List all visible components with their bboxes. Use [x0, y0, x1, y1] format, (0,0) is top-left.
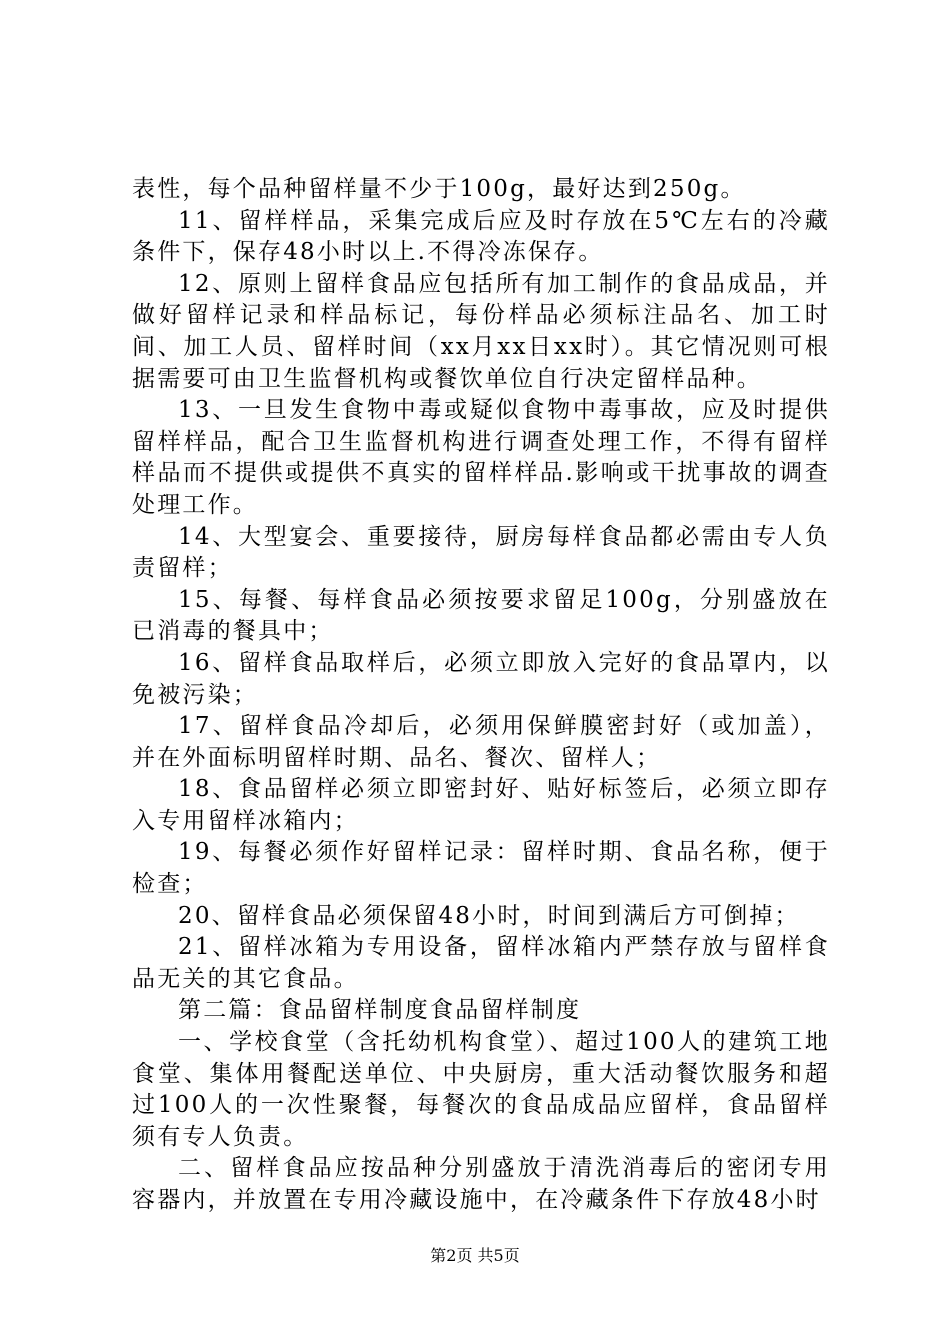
paragraph-continuation: 表性，每个品种留样量不少于100g，最好达到250g。	[132, 176, 746, 202]
paragraph-section-1: 一、学校食堂（含托幼机构食堂）、超过100人的建筑工地食堂、集体用餐配送单位、中央厨房，重大活动餐饮服务和超过100人的一次性聚餐，每餐次的食品成品应留样，食品留样须有专人负责。	[132, 1029, 830, 1150]
paragraph-item-19: 19、每餐必须作好留样记录：留样时期、食品名称，便于检查；	[132, 839, 830, 898]
paragraph-item-14: 14、大型宴会、重要接待，厨房每样食品都必需由专人负责留样；	[132, 523, 830, 582]
paragraph-item-11: 11、留样样品，采集完成后应及时存放在5℃左右的冷藏条件下，保存48小时以上.不得冷冻保存。	[132, 207, 830, 266]
paragraph-item-20: 20、留样食品必须保留48小时，时间到满后方可倒掉；	[178, 902, 800, 929]
paragraph-item-16: 16、留样食品取样后，必须立即放入完好的食品罩内，以免被污染；	[132, 649, 830, 708]
page-number-footer: 第2页 共5页	[430, 1246, 520, 1265]
paragraph-item-21: 21、留样冰箱为专用设备，留样冰箱内严禁存放与留样食品无关的其它食品。	[132, 934, 830, 992]
paragraph-item-12: 12、原则上留样食品应包括所有加工制作的食品成品，并做好留样记录和样品标记，每份样品必须标注品名、加工时间、加工人员、留样时间（xx月xx日xx时）。其它情况则可根据需要可由卫生监督机构或餐饮单位自行决定留样品种。	[132, 270, 830, 392]
paragraph-section-2: 二、留样食品应按品种分别盛放于清洗消毒后的密闭专用容器内，并放置在专用冷藏设施中，在冷藏条件下存放48小时	[132, 1155, 830, 1213]
document-body	[132, 174, 830, 1217]
paragraph-item-15: 15、每餐、每样食品必须按要求留足100g，分别盛放在已消毒的餐具中；	[132, 586, 830, 645]
paragraph-item-18: 18、食品留样必须立即密封好、贴好标签后，必须立即存入专用留样冰箱内；	[132, 776, 830, 834]
section-heading: 第二篇：食品留样制度食品留样制度	[178, 997, 582, 1024]
paragraph-item-13: 13、一旦发生食物中毒或疑似食物中毒事故，应及时提供留样样品，配合卫生监督机构进行调查处理工作，不得有留样样品而不提供或提供不真实的留样样品.影响或干扰事故的调查处理工作。	[132, 397, 830, 518]
paragraph-item-17: 17、留样食品冷却后，必须用保鲜膜密封好（或加盖），并在外面标明留样时期、品名、餐次、留样人；	[132, 713, 830, 771]
